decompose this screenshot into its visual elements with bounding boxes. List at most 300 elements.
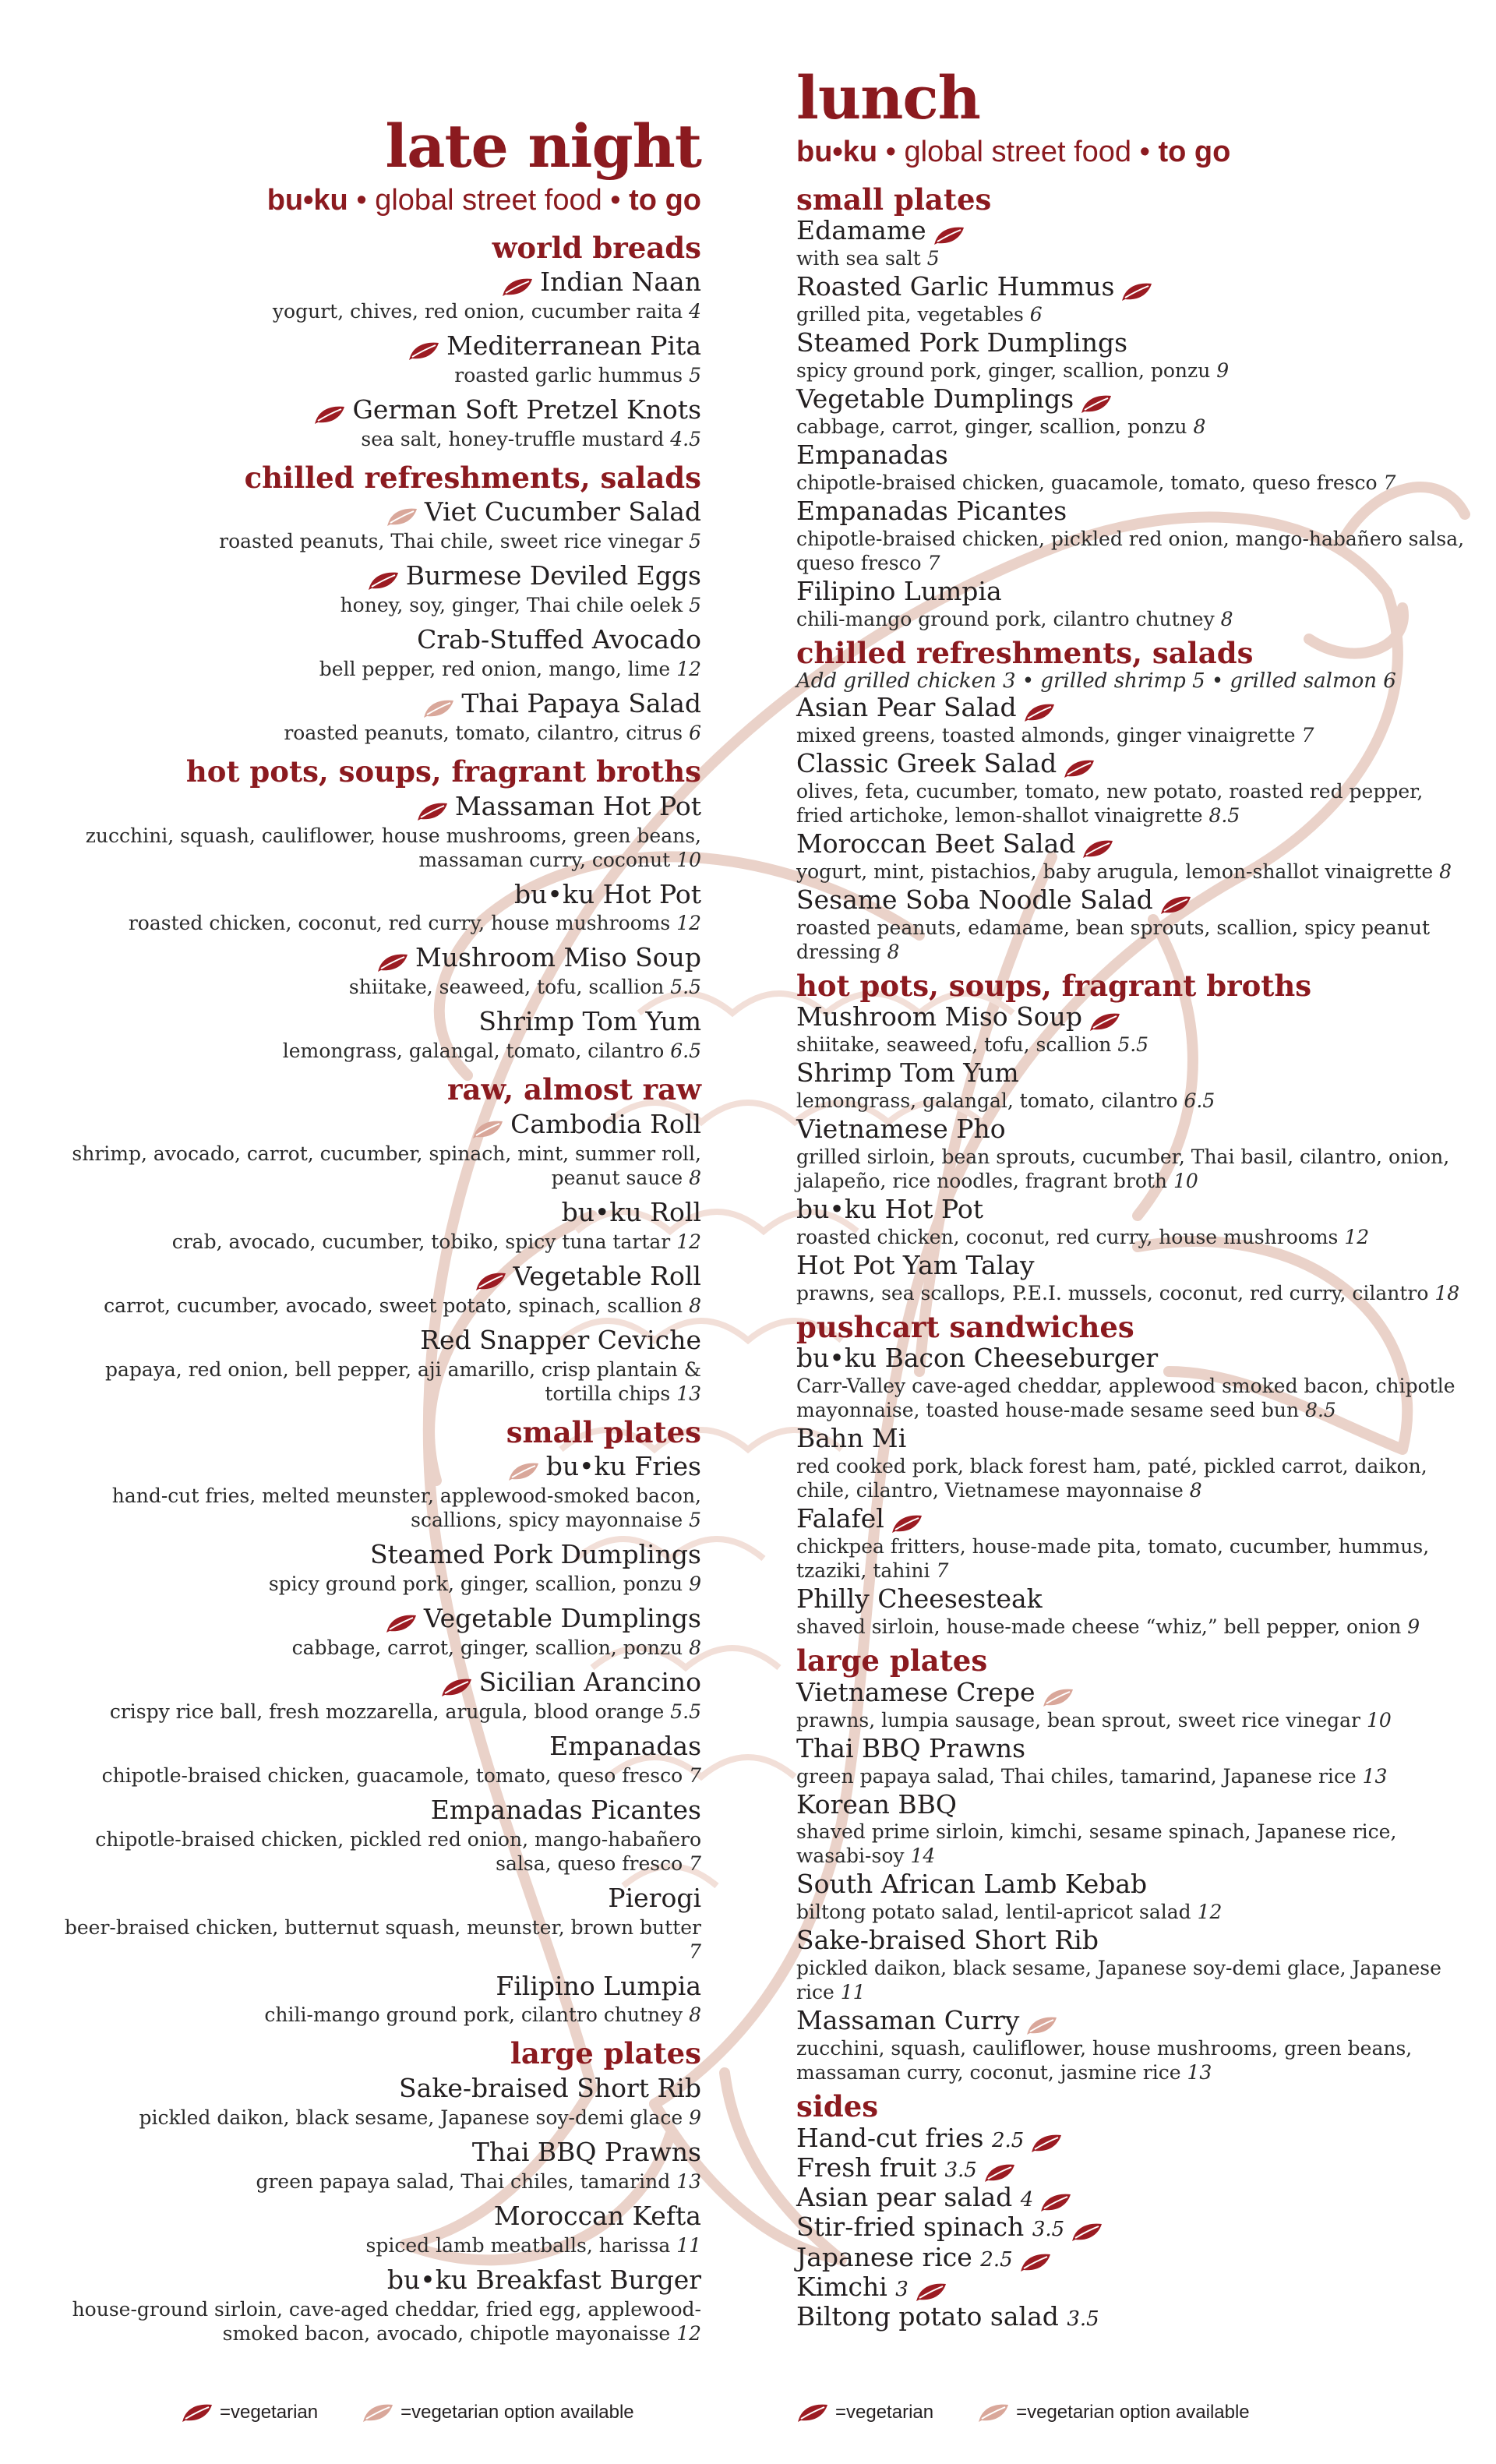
- menu-item-description-text: crispy rice ball, fresh mozzarella, arugula, blood orange: [109, 1700, 665, 1723]
- menu-item-price: 13: [1187, 2061, 1212, 2085]
- vegetarian-leaf-icon: [367, 567, 400, 588]
- menu-item-price: 8: [689, 1166, 701, 1189]
- menu-item-description-text: olives, feta, cucumber, tomato, new potato, roasted red pepper, fried artichoke, lemon-shallot vinaigrette: [796, 780, 1424, 827]
- menu-item-name-text: German Soft Pretzel Knots: [352, 394, 701, 425]
- late-night-title: late night: [385, 111, 701, 181]
- menu-item-description-text: sea salt, honey-truffle mustard: [361, 427, 665, 450]
- menu-item: [796, 693, 1466, 747]
- menu-item-name: [47, 1326, 701, 1356]
- menu-item-name: [47, 1110, 701, 1140]
- menu-item: [47, 561, 701, 617]
- legend-option-label: =vegetarian option available: [400, 2402, 634, 2423]
- menu-item-description-text: zucchini, squash, cauliflower, house mushrooms, green beans, massaman curry, coconut: [85, 824, 701, 871]
- menu-item-name-text: bu•ku Roll: [561, 1196, 701, 1227]
- menu-item-description-text: pickled daikon, black sesame, Japanese soy-demi glace, Japanese rice: [796, 1957, 1441, 2004]
- menu-item: [47, 625, 701, 681]
- menu-item: [47, 1972, 701, 2028]
- vegetarian-leaf-icon: [416, 798, 449, 818]
- menu-item-price: 5.5: [670, 1700, 701, 1723]
- tagline-to-go: to go: [1158, 136, 1231, 168]
- menu-item-price: 8: [1189, 1479, 1202, 1502]
- menu-item-name-text: bu•ku Hot Pot: [514, 878, 701, 909]
- lunch-title: lunch: [796, 63, 980, 132]
- menu-item: [796, 1002, 1466, 1057]
- section-title: hot pots, soups, fragrant broths: [185, 754, 701, 789]
- side-item-price: 3.5: [1032, 2218, 1065, 2242]
- menu-item-description-text: lemongrass, galangal, tomato, cilantro: [282, 1040, 665, 1063]
- menu-item: [47, 1883, 701, 1964]
- menu-item-description-text: bell pepper, red onion, mango, lime: [319, 658, 671, 681]
- menu-item: [796, 1504, 1466, 1583]
- late-night-sections: [47, 232, 701, 2346]
- menu-item-name: [796, 1790, 1466, 1820]
- menu-item-description: [47, 1915, 701, 1964]
- menu-item-description-text: roasted peanuts, Thai chile, sweet rice vinegar: [219, 530, 683, 553]
- menu-item-price: 6.5: [670, 1040, 701, 1063]
- menu-item-name-text: Mushroom Miso Soup: [415, 942, 701, 973]
- menu-item: [796, 384, 1466, 439]
- menu-item: [47, 1668, 701, 1724]
- menu-item-description: [47, 1357, 701, 1406]
- menu-item: [796, 1678, 1466, 1732]
- menu-item-name: [47, 395, 701, 425]
- menu-item-price: 8: [689, 1294, 701, 1317]
- menu-item-description: [47, 2169, 701, 2194]
- menu-item-description-text: cabbage, carrot, ginger, scallion, ponzu: [291, 1636, 683, 1659]
- menu-item-price: 12: [1197, 1901, 1223, 1924]
- menu-item: [47, 2137, 701, 2194]
- menu-item-description-text: pickled daikon, black sesame, Japanese soy-demi glace: [139, 2106, 683, 2129]
- tagline-separator: •: [1131, 136, 1159, 168]
- leaf-icon-vegetarian-option: [362, 2402, 394, 2423]
- menu-item-name-text: Massaman Curry: [796, 2005, 1020, 2036]
- menu-item-description: [47, 1142, 701, 1190]
- tagline-separator: •: [602, 184, 630, 217]
- menu-item-name: [796, 1058, 1466, 1089]
- menu-item-name-text: Vegetable Roll: [513, 1260, 701, 1291]
- menu-item-description: [47, 911, 701, 935]
- legend-lunch: [796, 2402, 1250, 2423]
- menu-item-description: [47, 1827, 701, 1876]
- menu-item-description: [796, 2036, 1466, 2085]
- menu-item-name-text: bu•ku Breakfast Burger: [386, 2264, 701, 2295]
- menu-item-name-text: Sake-braised Short Rib: [796, 1925, 1099, 1956]
- side-item-name: Stir-fried spinach: [796, 2212, 1025, 2243]
- menu-item-description: [796, 527, 1466, 575]
- menu-item-price: 11: [676, 2233, 701, 2257]
- menu-item-price: 14: [910, 1844, 936, 1868]
- late-night-tagline: [47, 184, 701, 218]
- side-item-price: 2.5: [980, 2247, 1013, 2272]
- menu-item-description: [47, 657, 701, 681]
- menu-item-name: [47, 1668, 701, 1698]
- menu-item-price: 4.5: [670, 427, 701, 450]
- menu-item-description: [47, 363, 701, 387]
- menu-item-description: [47, 593, 701, 617]
- menu-item-description-text: chili-mango ground pork, cilantro chutney: [796, 607, 1215, 630]
- tagline-separator: •: [348, 184, 376, 217]
- menu-item-name-text: Vegetable Dumplings: [796, 383, 1074, 414]
- menu-item: [47, 1452, 701, 1532]
- tagline-subtitle: global street food: [904, 136, 1132, 168]
- menu-item-price: 7: [689, 1940, 701, 1963]
- menu-item: [796, 1734, 1466, 1788]
- menu-item-description-text: honey, soy, ginger, Thai chile oelek: [340, 594, 683, 617]
- menu-item: [796, 1058, 1466, 1113]
- menu-item-description: [47, 975, 701, 999]
- menu-item-price: 5.5: [1117, 1033, 1149, 1057]
- menu-item-price: 5: [926, 247, 940, 270]
- menu-item-name: [796, 885, 1466, 916]
- menu-item-price: 9: [689, 2106, 701, 2129]
- menu-item: [47, 689, 701, 745]
- menu-item-description: [796, 246, 1466, 270]
- menu-item-name-text: Sake-braised Short Rib: [399, 2072, 701, 2103]
- vegetarian-leaf-icon: [440, 1674, 473, 1694]
- menu-item-price: 7: [927, 551, 940, 574]
- menu-item-price: 7: [689, 1763, 701, 1787]
- menu-item: [796, 272, 1466, 327]
- menu-item-price: 10: [1173, 1170, 1198, 1193]
- side-item-name: Japanese rice: [796, 2241, 972, 2272]
- menu-item: [47, 1262, 701, 1318]
- menu-item-name-text: Vietnamese Crepe: [796, 1676, 1036, 1707]
- legend-vegetarian-label: =vegetarian: [835, 2402, 934, 2423]
- side-item-price: 3: [895, 2278, 909, 2302]
- side-item-price: 4: [1020, 2188, 1034, 2212]
- menu-item: [47, 880, 701, 936]
- menu-item-description-text: lemongrass, galangal, tomato, cilantro: [796, 1089, 1178, 1113]
- vegetarian-leaf-icon: [376, 949, 409, 969]
- menu-item-description-text: shrimp, avocado, carrot, cucumber, spinach, mint, summer roll, peanut sauce: [72, 1142, 701, 1189]
- section-title: raw, almost raw: [446, 1072, 701, 1107]
- menu-item: [796, 749, 1466, 828]
- menu-item-description-text: chickpea fritters, house-made pita, tomato, cucumber, hummus, tzaziki, tahini: [796, 1535, 1430, 1583]
- side-item: [796, 2272, 1466, 2302]
- vegetarian-option-leaf-icon: [422, 695, 455, 715]
- menu-item-description-text: chili-mango ground pork, cilantro chutney: [264, 2003, 683, 2027]
- menu-item-name-text: Crab-Stuffed Avocado: [417, 624, 701, 655]
- menu-item-price: 6: [689, 722, 701, 745]
- menu-item-name: [796, 1734, 1466, 1764]
- menu-item-description: [796, 779, 1466, 828]
- section-title: hot pots, soups, fragrant broths: [796, 968, 1312, 1003]
- menu-item-name-text: Falafel: [796, 1503, 884, 1534]
- menu-item-description-text: chipotle-braised chicken, pickled red onion, mango-habañero salsa, queso fresco: [796, 527, 1465, 574]
- menu-item-name: [47, 625, 701, 655]
- side-item: [796, 2123, 1466, 2153]
- menu-item-description: [796, 607, 1466, 631]
- menu-item: [47, 1604, 701, 1660]
- menu-item-price: 5.5: [670, 976, 701, 999]
- menu-item-name-text: Hot Pot Yam Talay: [796, 1250, 1035, 1281]
- menu-item: [796, 1424, 1466, 1502]
- section-title: chilled refreshments, salads: [244, 460, 701, 495]
- section-title: large plates: [510, 2036, 701, 2071]
- menu-item-description: [796, 1534, 1466, 1583]
- menu-item-price: 12: [676, 1230, 701, 1253]
- menu-item: [796, 885, 1466, 964]
- menu-item-name-text: Empanadas: [549, 1730, 701, 1761]
- menu-item-name: [47, 1883, 701, 1914]
- menu-item-description: [47, 427, 701, 451]
- menu-item-name-text: Steamed Pork Dumplings: [369, 1538, 701, 1569]
- menu-item-description-text: roasted chicken, coconut, red curry, house mushrooms: [796, 1226, 1339, 1249]
- side-item-name: Biltong potato salad: [796, 2301, 1059, 2332]
- menu-item-name: [47, 1262, 701, 1292]
- leaf-icon-vegetarian: [181, 2402, 213, 2423]
- vegetarian-leaf-icon: [1071, 2219, 1103, 2239]
- menu-item-name: [47, 331, 701, 362]
- menu-item-name: [47, 1540, 701, 1570]
- menu-item-price: 8: [887, 940, 900, 963]
- vegetarian-leaf-icon: [1039, 2189, 1072, 2209]
- section-title: world breads: [492, 230, 701, 265]
- side-item-price: 3.5: [1067, 2307, 1099, 2332]
- menu-item: [47, 395, 701, 451]
- vegetarian-option-leaf-icon: [507, 1458, 540, 1478]
- menu-item-description: [796, 1956, 1466, 2004]
- menu-item-description: [47, 299, 701, 323]
- menu-item-description: [796, 1281, 1466, 1305]
- tagline-subtitle: global street food: [375, 184, 602, 217]
- vegetarian-option-leaf-icon: [471, 1116, 504, 1136]
- menu-item-name-text: bu•ku Fries: [545, 1450, 701, 1481]
- menu-item-name: [796, 1678, 1466, 1708]
- menu-item: [47, 2201, 701, 2257]
- menu-item-description: [796, 1033, 1466, 1057]
- menu-item: [47, 2265, 701, 2346]
- menu-item-description-text: yogurt, mint, pistachios, baby arugula, lemon-shallot vinaigrette: [796, 860, 1434, 883]
- menu-item-name-text: bu•ku Bacon Cheeseburger: [796, 1343, 1159, 1374]
- menu-item-description: [47, 721, 701, 745]
- menu-item-name-text: Vietnamese Pho: [796, 1114, 1006, 1145]
- menu-item: [47, 1326, 701, 1406]
- menu-item-name: [47, 1198, 701, 1228]
- menu-item-name: [796, 1343, 1466, 1374]
- menu-item-description-text: chipotle-braised chicken, guacamole, tomato, queso fresco: [101, 1763, 683, 1787]
- menu-item-description: [796, 723, 1466, 747]
- menu-item-description-text: biltong potato salad, lentil-apricot salad: [796, 1901, 1191, 1924]
- menu-item-price: 5: [689, 594, 701, 617]
- vegetarian-leaf-icon: [983, 2159, 1016, 2180]
- menu-item-price: 5: [689, 364, 701, 387]
- menu-item-name-text: Korean BBQ: [796, 1788, 957, 1820]
- menu-item-name-text: Edamame: [796, 215, 926, 246]
- lunch-column: [796, 63, 1466, 2332]
- menu-item: [47, 1732, 701, 1788]
- menu-item-name-text: Moroccan Beet Salad: [796, 828, 1076, 859]
- menu-item-name-text: Philly Cheesesteak: [796, 1583, 1043, 1615]
- menu-item-description: [796, 1089, 1466, 1113]
- menu-item-name: [796, 1869, 1466, 1900]
- menu-item-name-text: Classic Greek Salad: [796, 748, 1057, 779]
- menu-item-description-text: roasted garlic hummus: [454, 364, 683, 387]
- menu-item-description-text: prawns, sea scallops, P.E.I. mussels, coconut, red curry, cilantro: [796, 1282, 1429, 1304]
- menu-item-price: 7: [689, 1852, 701, 1875]
- menu-item-description: [796, 1454, 1466, 1502]
- menu-item-description-text: hand-cut fries, melted meunster, applewood-smoked bacon, scallions, spicy mayonnaise: [111, 1484, 701, 1531]
- menu-item-description: [47, 529, 701, 553]
- menu-item: [796, 1790, 1466, 1869]
- menu-item-description: [47, 1572, 701, 1596]
- menu-item-description: [47, 1484, 701, 1532]
- menu-item-description-text: grilled pita, vegetables: [796, 303, 1024, 326]
- menu-item-name: [47, 561, 701, 591]
- menu-item-description-text: shaved sirloin, house-made cheese “whiz,” bell pepper, onion: [796, 1615, 1402, 1639]
- menu-item-name-text: Sesame Soba Noodle Salad: [796, 884, 1153, 915]
- lunch-tagline: [796, 136, 1466, 170]
- menu-item-description: [796, 1708, 1466, 1732]
- menu-item-name: [796, 328, 1466, 358]
- menu-item-name: [796, 1251, 1466, 1281]
- menu-item-price: 10: [676, 848, 701, 871]
- menu-item-description-text: spicy ground pork, ginger, scallion, ponzu: [796, 358, 1211, 382]
- menu-item-description-text: shaved prime sirloin, kimchi, sesame spinach, Japanese rice, wasabi-soy: [796, 1820, 1397, 1868]
- section-title: large plates: [796, 1643, 988, 1679]
- section-title: pushcart sandwiches: [796, 1310, 1134, 1344]
- vegetarian-leaf-icon: [1019, 2249, 1052, 2269]
- menu-item-name: [47, 1452, 701, 1482]
- side-item-name: Kimchi: [796, 2272, 887, 2303]
- vegetarian-leaf-icon: [933, 222, 965, 242]
- menu-item-description-text: grilled sirloin, bean sprouts, cucumber, Thai basil, cilantro, onion, jalapeño, rice noodles, fragrant broth: [796, 1146, 1450, 1193]
- menu-item-description-text: prawns, lumpia sausage, bean sprout, sweet rice vinegar: [796, 1708, 1360, 1732]
- menu-item-price: 8: [1220, 607, 1233, 630]
- menu-item-price: 13: [676, 2169, 701, 2193]
- menu-item-name: [796, 2006, 1466, 2036]
- menu-item-name: [796, 577, 1466, 607]
- menu-item: [47, 792, 701, 872]
- menu-item: [47, 497, 701, 553]
- menu-item-name: [796, 1504, 1466, 1534]
- vegetarian-leaf-icon: [313, 401, 346, 422]
- section-title: small plates: [796, 182, 992, 217]
- menu-item-description-text: spicy ground pork, ginger, scallion, ponzu: [268, 1572, 683, 1595]
- side-item-name: Fresh fruit: [796, 2152, 937, 2183]
- menu-item-price: 7: [1383, 471, 1396, 494]
- menu-item-name: [47, 267, 701, 298]
- menu-item-price: 12: [1344, 1226, 1370, 1249]
- menu-item-name: [796, 216, 1466, 246]
- menu-item-price: 4: [689, 300, 701, 323]
- menu-item-price: 8.5: [1208, 804, 1240, 827]
- menu-item-description: [796, 1225, 1466, 1249]
- menu-item: [796, 440, 1466, 495]
- menu-item-description-text: mixed greens, toasted almonds, ginger vinaigrette: [796, 724, 1296, 747]
- side-item-name: Asian pear salad: [796, 2182, 1013, 2213]
- menu-item-description: [796, 415, 1466, 439]
- menu-item-name: [796, 1002, 1466, 1033]
- menu-item-name: [47, 1972, 701, 2002]
- vegetarian-leaf-icon: [1030, 2130, 1063, 2150]
- menu-item-description: [796, 1145, 1466, 1193]
- section-title: small plates: [506, 1414, 701, 1449]
- menu-item-name: [796, 1114, 1466, 1145]
- menu-item: [47, 1007, 701, 1063]
- leaf-icon-vegetarian: [796, 2402, 829, 2423]
- vegetarian-leaf-icon: [475, 1268, 507, 1288]
- menu-item: [796, 1584, 1466, 1639]
- menu-item-name-text: Filipino Lumpia: [496, 1970, 701, 2001]
- menu-item-description: [47, 1230, 701, 1254]
- menu-item-name-text: Filipino Lumpia: [796, 575, 1002, 606]
- menu-item-description-text: zucchini, squash, cauliflower, house mushrooms, green beans, massaman curry, coconut, jasmine rice: [796, 2037, 1413, 2085]
- menu-item-price: 11: [840, 1981, 866, 2004]
- menu-item-price: 8: [689, 1636, 701, 1659]
- side-item-name: Hand-cut fries: [796, 2122, 984, 2153]
- menu-item-name: [796, 384, 1466, 415]
- menu-item-name: [47, 1795, 701, 1826]
- menu-item-name: [47, 792, 701, 822]
- vegetarian-option-leaf-icon: [1025, 2012, 1058, 2032]
- menu-item: [47, 2074, 701, 2130]
- menu-item-name-text: Pierogi: [608, 1882, 701, 1913]
- side-item: [796, 2153, 1466, 2183]
- menu-item-name-text: South African Lamb Kebab: [796, 1869, 1148, 1900]
- tagline-to-go: to go: [629, 184, 701, 217]
- menu-item-price: 12: [676, 912, 701, 935]
- menu-item-price: 8: [1193, 415, 1206, 438]
- menu-item-description-text: cabbage, carrot, ginger, scallion, ponzu: [796, 415, 1187, 438]
- menu-item: [47, 267, 701, 323]
- menu-item-price: 9: [689, 1572, 701, 1595]
- menu-item-name-text: Bahn Mi: [796, 1423, 907, 1454]
- menu-item-name: [47, 2074, 701, 2104]
- side-item: [796, 2183, 1466, 2212]
- menu-item-name-text: Mushroom Miso Soup: [796, 1001, 1083, 1033]
- menu-item-description: [796, 1374, 1466, 1422]
- vegetarian-leaf-icon: [891, 1510, 923, 1530]
- menu-item-description-text: yogurt, chives, red onion, cucumber raita: [272, 300, 683, 323]
- menu-item-name: [47, 1604, 701, 1634]
- menu-item: [47, 1198, 701, 1254]
- menu-item-description: [47, 824, 701, 872]
- menu-item: [796, 1195, 1466, 1249]
- menu-item-price: 8: [689, 2003, 701, 2027]
- menu-item-price: 9: [1407, 1615, 1420, 1639]
- vegetarian-leaf-icon: [1023, 699, 1056, 719]
- menu-item-description: [796, 1900, 1466, 1924]
- sides-section: [796, 2091, 1466, 2332]
- menu-item-name-text: Burmese Deviled Eggs: [405, 560, 701, 591]
- section-note: Add grilled chicken 3 • grilled shrimp 5 • grilled salmon 6: [796, 669, 1396, 694]
- menu-item: [47, 943, 701, 999]
- menu-item-description: [47, 2106, 701, 2130]
- vegetarian-leaf-icon: [1120, 278, 1153, 298]
- menu-item-description-text: roasted chicken, coconut, red curry, house mushrooms: [128, 912, 671, 935]
- menu-item-description: [796, 1615, 1466, 1639]
- menu-item-description-text: shiitake, seaweed, tofu, scallion: [348, 976, 665, 999]
- menu-item-name-text: Thai BBQ Prawns: [471, 2136, 701, 2167]
- side-item-price: 3.5: [944, 2158, 977, 2182]
- menu-item-name-text: Thai BBQ Prawns: [796, 1732, 1026, 1763]
- menu-item-description-text: roasted peanuts, edamame, bean sprouts, scallion, spicy peanut dressing: [796, 916, 1430, 963]
- menu-item-name: [796, 1195, 1466, 1225]
- menu-item-name: [47, 2137, 701, 2168]
- menu-item-description: [796, 860, 1466, 884]
- menu-item: [796, 2006, 1466, 2085]
- menu-item-name: [47, 1007, 701, 1037]
- vegetarian-leaf-icon: [408, 337, 440, 358]
- side-item: [796, 2243, 1466, 2272]
- menu-item-name-text: bu•ku Hot Pot: [796, 1194, 983, 1225]
- menu-item-description: [47, 2003, 701, 2027]
- vegetarian-leaf-icon: [1088, 1008, 1121, 1029]
- menu-item-name-text: Shrimp Tom Yum: [796, 1057, 1019, 1089]
- menu-item-description: [47, 1636, 701, 1660]
- late-night-column: [47, 111, 701, 2353]
